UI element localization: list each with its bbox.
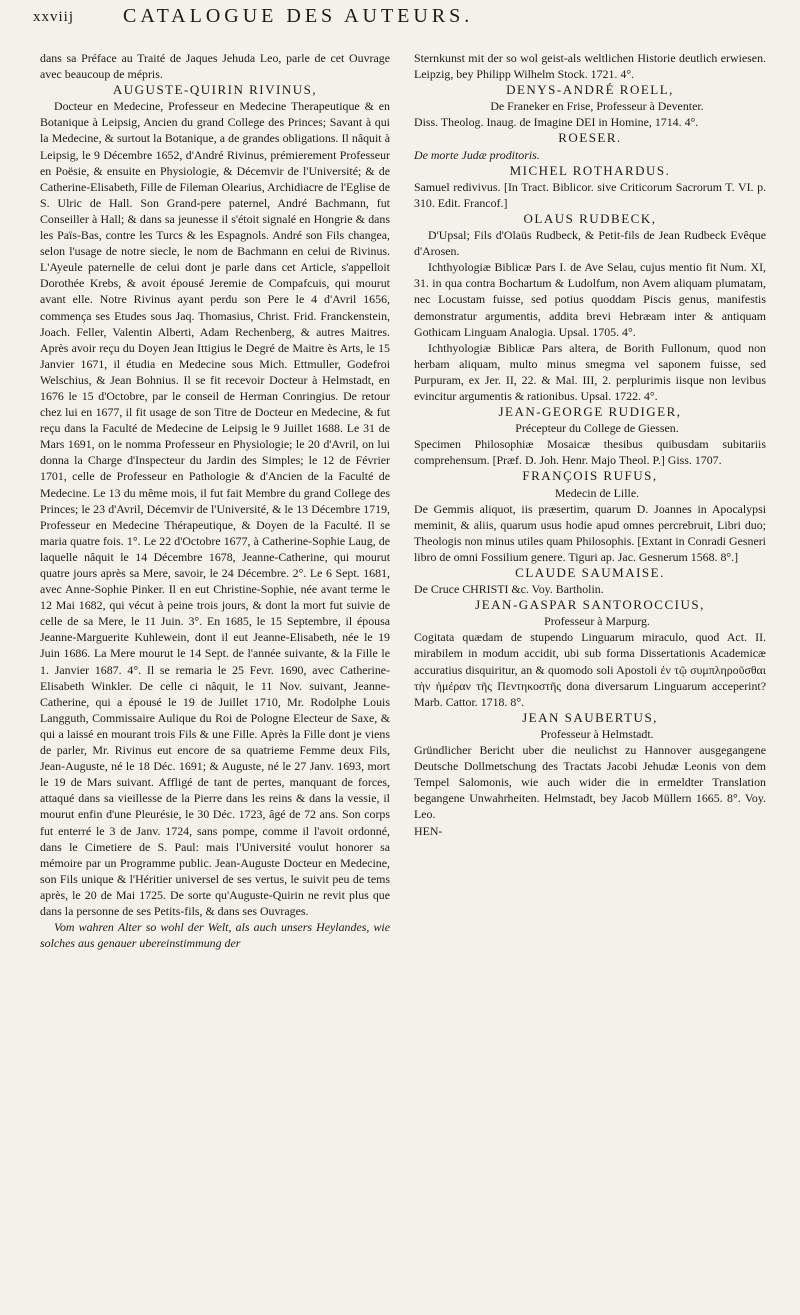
- author-subheading: Professeur à Helmstadt.: [540, 726, 654, 741]
- paragraph: Gründlicher Bericht uber die neulichst zu Hannover ausgegangene Deutsche Dollmetschung des Tractats Jacobi Jehudæ Leonis von dem Tempel Salomonis, wie auch wider die in ermeldter Translation begangene Unwahrheiten. Helmstadt, bey Jacob Müllern 1665. 8°. Voy. Leo.: [414, 743, 766, 822]
- page-header: [28, 3, 778, 31]
- paragraph: Ichthyologiæ Biblicæ Pars altera, de Borith Fullonum, quod non herbam aliquam, multo minus smegma vel saponem fuisse, sed Purpuram, ex Jer. II, 22. & Mal. III, 2. perplurimis iisque non levibus evincitur argumentis & rationibus. Upsal. 1722. 4°.: [414, 340, 766, 403]
- paragraph: Diss. Theolog. Inaug. de Imagine DEI in Homine, 1714. 4°.: [414, 115, 699, 130]
- author-heading: JEAN-GASPAR SANTOROCCIUS,: [475, 597, 705, 613]
- paragraph: HEN-: [414, 823, 443, 838]
- author-heading: DENYS-ANDRÉ ROELL,: [506, 82, 674, 98]
- paragraph: Vom wahren Alter so wohl der Welt, als auch unsers Heylandes, wie solches aus genauer ubereinstimmung der: [40, 920, 390, 951]
- paragraph: Ichthyologiæ Biblicæ Pars I. de Ave Selau, cujus mentio fit Num. XI, 31. in qua contra Bochartum & Ludolfum, non Avem aliquam plumatam, nec Locustam fuisse, sed potius quoddam Piscis genus, manifestis demonstratur argumentis, addita brevi Hebræam inter & antiquam Gothicam Linguam Analogia. Upsal. 1705. 4°.: [414, 260, 766, 339]
- author-heading: CLAUDE SAUMAISE.: [515, 565, 665, 580]
- left-column: [40, 50, 390, 951]
- author-heading: AUGUSTE-QUIRIN RIVINUS,: [112, 82, 318, 98]
- author-heading: JEAN-GEORGE RUDIGER,: [498, 404, 682, 420]
- paragraph: De morte Judæ proditoris.: [414, 147, 540, 162]
- paragraph: dans sa Préface au Traité de Jaques Jehuda Leo, parle de cet Ouvrage avec beaucoup de mépris.: [40, 51, 390, 82]
- paragraph: Sternkunst mit der so wol geist-als weltlichen Historie deutlich erwiesen. Leipzig, bey Philipp Wilhelm Stock. 1721. 4°.: [414, 51, 766, 82]
- author-subheading: Medecin de Lille.: [554, 485, 640, 500]
- author-subheading: Précepteur du College de Giessen.: [515, 421, 679, 436]
- paragraph: De Gemmis aliquot, iis præsertim, quarum D. Joannes in Apocalypsi meminit, & aliis, quarum usus hodie apud omnes percrebruit, Libri duo; Theologis non minus utiles quam Philosophis. [Extant in Conradi Gesneri libro de omni Fossilium genere. Tiguri ap. Jac. Gesnerum 1568. 8°.]: [414, 501, 766, 564]
- paragraph: Samuel redivivus. [In Tract. Biblicor. sive Criticorum Sacrorum T. VI. p. 310. Edit. Francof.]: [414, 179, 766, 210]
- paragraph: De Cruce CHRISTI &c. Voy. Bartholin.: [414, 582, 604, 597]
- right-column: [414, 50, 766, 839]
- page-number: xxviij: [33, 9, 75, 25]
- author-heading: JEAN SAUBERTUS,: [522, 709, 658, 725]
- author-heading: FRANÇOIS RUFUS,: [522, 468, 658, 484]
- paragraph: Cogitata quædam de stupendo Linguarum miraculo, quod Act. II. mirabilem in modum accidit, ubi sub forma Dissertationis Academicæ accuratius disquiritur, an & quomodo soli Apostoli ἐν τῷ συμπληροῦσθαι τὴν ἡμέραν τῆς Πεντηκοστῆς dona diversarum Linguarum acceperint? Marb. Cattor. 1718. 8°.: [414, 630, 766, 709]
- author-heading: ROESER.: [558, 130, 622, 146]
- author-subheading: Professeur à Marpurg.: [544, 614, 650, 629]
- paragraph: D'Upsal; Fils d'Olaüs Rudbeck, & Petit-fils de Jean Rudbeck Evêque d'Arosen.: [414, 228, 766, 259]
- author-heading: OLAUS RUDBECK,: [523, 210, 657, 226]
- author-subheading: De Franeker en Frise, Professeur à Deventer.: [490, 99, 704, 114]
- author-heading: MICHEL ROTHARDUS.: [509, 162, 671, 178]
- paragraph: Docteur en Medecine, Professeur en Medecine Therapeutique & en Botanique à Leipsig, Ancien du grand College des Princes; Savant à qui la Medecine, & surtout la Botanique, a de grandes obligations. Il nâquit à Leipsig, le 9 Décembre 1652, d'André Rivinus, prémierement Professeur en Poësie, & ensuite en Physiologie, & Décemvir de l'Université; & de Catherine-Elisabeth, Fille de Fileman Olearius, Archidiacre de l'Eglise de S. Ulric de Hall. Son Grand-pere paternel, André Bachmann, fut Conseiller à Hall; & dans sa jeunesse il s'étoit signalé en Hongrie & dans les Païs-Bas, contre les Turcs & les Espagnols. André son Fils changea, selon l'usage de notre siecle, le nom de Bachmann en celui de Rivinus. L'Ayeule paternelle de celui dont je parle dans cet Article, s'appelloit Dorothée Krebs, & avoit épousé Jeremie de Compafcuis, qui mourut avant elle. Notre Rivinus ayant perdu son Pere le 4 d'Avril 1656, commença ses Etudes sous Jaq. Thomasius, Christ. Frid. Franckenstein, Joach. Feller, Valentin Alberti, Adam Rechenberg, & autres Maitres. Après avoir reçu du Doyen Jean Ittigius le Degré de Maitre ès Arts, le 15 Janvier 1671, il étudia en Medecine sous Mich. Ettmuller, Godefroi Welschius, & Jean Bohnius. Il se fit recevoir Docteur à Helmstadt, en 1676 le 15 d'Octobre, par le conseil de Herman Conringius. De retour chez lui en 1677, il fit usage de son Titre de Docteur en Medecine, & fut reçu dans la Faculté de Medecine de Leipsig le 9 Juillet 1688. Le 31 de Mars 1691, on le nomma Professeur en Physiologie; le 20 d'Avril, on lui donna la Charge d'Inspecteur du Jardin des Simples; le 12 de Février 1701, celle de Professeur en Pathologie & d'Ancien de la Faculté de Medecine. Le 13 du même mois, il fut fait Membre du grand College des Princes; le 23 d'Avril, Décemvir de l'Université, & le 13 Décembre 1719, Professeur en Medecine Thérapeutique, & Doyen de la Faculté. Il se maria quatre fois. 1°. Le 22 d'Octobre 1677, à Catherine-Sophie Laug, de laquelle nâquit le 14 Décembre 1678, Jeanne-Catherine, qui mourut quatre jours après sa Mere, savoir, le 24 Décembre. 2°. Le 6 Sept. 1681, avec Anne-Sophie Pinker. Il en eut Christine-Sophie, née avant terme le 12 Mai 1682, qui vécut à peine trois jours, & dont la mort fut suivie de celle de sa Mere, le 11 Juin. 3°. En 1685, le 15 Septembre, il épousa Jeanne-Marguerite Kuhlewein, dont il eut Jeanne-Elisabeth, née le 19 Juin 1686. La Mere mourut le 14 Sept. de l'année suivante, & la Fille le 1. Janvier 1687. 4°. Il se remaria le 25 Fevr. 1690, avec Catherine-Elisabeth Winkler. De celle ci nâquit, le 11 Nov. suivant, Jeanne-Catherine, qui a épousé le 19 de Juillet 1710, Mr. Rodolphe Louis Langguth, Commissaire Aulique du Roi de Pologne Electeur de Saxe, & qui a laissé en mourant trois Fils & une Fille. Après la Fille dont je viens de parler, Mr. Rivinus eut encore de sa quatrieme Femme deux Fils, Jean-Auguste, né le 18 Déc. 1691; & Auguste, né le 27 Janv. 1693, mort le 19 de Mars suivant. Affligé de tant de pertes, manquant de forces, attaqué dans sa vieillesse de la Pierre dans les reins & dans la vessie, il mourut enfin d'une Pleurésie, le 30 Déc. 1723, âgé de 72 ans. Son corps fut enterré le 3 de Janv. 1724, sans pompe, comme il l'avoit ordonné, dans le Cimetiere de S. Paul: mais l'Université voulut honorer sa mémoire par un Programme public. Jean-Auguste Docteur en Medecine, son Fils unique & l'Héritier universel de ses vertus, le suivit peu de tems après, le 20 de Mai 1725. De sorte qu'Auguste-Quirin ne revit plus que dans la personne de ses Petits-fils, & dans ses Ouvrages.: [40, 99, 390, 918]
- paragraph: Specimen Philosophiæ Mosaicæ thesibus quibusdam subitariis comprehensum. [Præf. D. Joh. Henr. Majo Theol. P.] Giss. 1707.: [414, 437, 766, 468]
- running-title: CATALOGUE DES AUTEURS.: [123, 5, 474, 27]
